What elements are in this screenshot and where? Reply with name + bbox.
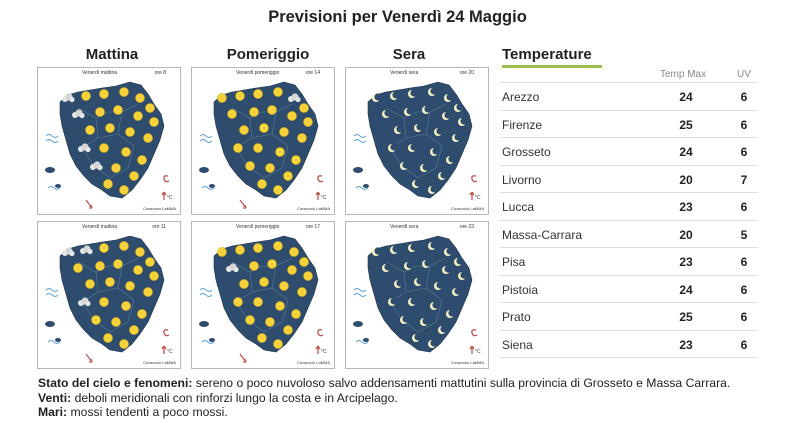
temp-max-value: 20: [679, 172, 693, 187]
sun-icon: [135, 93, 144, 102]
sun-icon: [273, 185, 282, 194]
sun-icon: [257, 179, 266, 188]
sun-icon: [279, 281, 288, 290]
sun-icon: [73, 263, 82, 272]
sun-icon: [105, 123, 114, 132]
sun-icon: [291, 309, 300, 318]
sun-icon: [283, 325, 292, 334]
sun-icon: [233, 143, 242, 152]
forecast-map-4: [37, 221, 181, 369]
temp-max-value: 23: [679, 200, 693, 214]
uv-value: 6: [740, 90, 748, 104]
sun-icon: [149, 117, 158, 126]
column-header-mattina: Mattina: [85, 46, 139, 63]
temperature-row: [500, 247, 758, 275]
sky-conditions-text: sereno o poco nuvoloso salvo addensamenti mattutini sulla provincia di Grosseto e Massa Carrara.: [195, 376, 731, 390]
uv-value: 6: [740, 145, 748, 159]
sun-icon: [113, 105, 122, 114]
sun-icon: [303, 117, 312, 126]
island-shape: [45, 167, 55, 173]
city-name: Livorno: [502, 172, 542, 187]
city-name: Pisa: [502, 255, 526, 269]
temp-max-value: 24: [679, 145, 693, 159]
sun-icon: [297, 133, 306, 142]
celsius-symbol: °C: [475, 195, 481, 201]
sun-icon: [279, 127, 288, 136]
sun-icon: [81, 91, 90, 100]
sun-icon: [91, 315, 100, 324]
sun-icon: [299, 103, 308, 112]
sun-icon: [273, 339, 282, 348]
map-period-label: Venerdì pomeriggio: [236, 70, 280, 76]
winds-line: [38, 391, 778, 406]
sun-icon: [105, 277, 114, 286]
map-hour-label: ore 23: [459, 224, 474, 230]
sun-icon: [245, 315, 254, 324]
sun-icon: [99, 89, 108, 98]
sun-icon: [289, 247, 298, 256]
map-credit: Consorzio LaMMA: [297, 206, 330, 211]
sun-icon: [121, 301, 130, 310]
sun-icon: [103, 333, 112, 342]
map-period-label: Venerdì pomeriggio: [236, 224, 280, 230]
temperature-row: [500, 110, 758, 138]
sun-icon: [103, 179, 112, 188]
sun-icon: [217, 93, 226, 102]
forecast-map-3: [345, 67, 489, 215]
sun-icon: [125, 281, 134, 290]
temperature-table-header: [500, 66, 758, 82]
map-credit: Consorzio LaMMA: [143, 206, 176, 211]
celsius-symbol: °C: [475, 349, 481, 355]
sun-icon: [99, 297, 108, 306]
map-period-label: Venerdì sera: [390, 70, 419, 76]
sun-icon: [287, 265, 296, 274]
celsius-symbol: °C: [167, 195, 173, 201]
sun-icon: [227, 109, 236, 118]
sun-icon: [137, 309, 146, 318]
sun-icon: [145, 257, 154, 266]
celsius-symbol: °C: [321, 195, 327, 201]
island-shape: [55, 338, 61, 342]
temperature-title: Temperature: [502, 46, 592, 63]
sun-icon: [253, 143, 262, 152]
island-shape: [209, 184, 215, 188]
sun-icon: [253, 89, 262, 98]
sun-icon: [249, 261, 258, 270]
sun-icon: [257, 333, 266, 342]
sun-icon: [273, 87, 282, 96]
sun-icon: [119, 87, 128, 96]
island-shape: [363, 338, 369, 342]
temperature-row: [500, 137, 758, 165]
sun-icon: [95, 261, 104, 270]
uv-value: 5: [740, 227, 748, 242]
city-name: Grosseto: [502, 145, 551, 159]
sun-icon: [283, 171, 292, 180]
page-title: Previsioni per Venerdì 24 Maggio: [268, 8, 527, 26]
sun-icon: [129, 325, 138, 334]
temperature-table: [500, 66, 758, 358]
sun-icon: [253, 243, 262, 252]
island-shape: [353, 321, 363, 327]
island-shape: [363, 184, 369, 188]
city-name: Arezzo: [502, 90, 540, 104]
sun-icon: [85, 125, 94, 134]
temp-max-value: 24: [679, 90, 693, 104]
sun-icon: [275, 301, 284, 310]
temperature-row: [500, 165, 758, 193]
sun-icon: [291, 155, 300, 164]
sun-icon: [239, 279, 248, 288]
city-name: Siena: [502, 337, 533, 352]
island-shape: [353, 167, 363, 173]
sun-icon: [99, 243, 108, 252]
map-hour-label: ore 11: [152, 224, 166, 230]
sun-icon: [303, 271, 312, 280]
sun-icon: [143, 133, 152, 142]
seas-text: mossi tendenti a poco mossi.: [70, 405, 228, 419]
map-hour-label: ore 20: [459, 70, 474, 76]
temperature-row: [500, 82, 758, 110]
sun-icon: [239, 125, 248, 134]
column-header-sera: Sera: [392, 46, 426, 63]
sun-icon: [267, 259, 276, 268]
column-header-temp-max: Temp Max: [660, 69, 707, 80]
column-header-uv: UV: [737, 69, 751, 80]
island-shape: [199, 321, 209, 327]
sun-icon: [245, 161, 254, 170]
forecast-map-2: [191, 67, 335, 215]
sun-icon: [249, 107, 258, 116]
map-hour-label: ore 8: [154, 70, 166, 76]
celsius-symbol: °C: [321, 349, 327, 355]
sun-icon: [119, 185, 128, 194]
sun-icon: [137, 155, 146, 164]
sky-conditions-label: Stato del cielo e fenomeni:: [38, 376, 193, 390]
sun-icon: [99, 143, 108, 152]
sun-icon: [299, 257, 308, 266]
sun-icon: [121, 147, 130, 156]
temp-max-value: 24: [679, 282, 693, 297]
sun-icon: [119, 339, 128, 348]
uv-value: 7: [740, 172, 748, 187]
sun-icon: [259, 123, 268, 132]
sun-icon: [267, 105, 276, 114]
uv-value: 6: [740, 310, 748, 324]
sun-icon: [133, 265, 142, 274]
temperature-row: [500, 330, 758, 359]
forecast-map-5: [191, 221, 335, 369]
sun-icon: [125, 127, 134, 136]
sky-conditions-line: [38, 376, 778, 391]
map-credit: Consorzio LaMMA: [451, 360, 484, 365]
temp-max-value: 23: [679, 337, 693, 352]
sun-icon: [145, 103, 154, 112]
sun-icon: [111, 317, 120, 326]
temp-max-value: 23: [679, 255, 693, 269]
island-shape: [199, 167, 209, 173]
sun-icon: [287, 111, 296, 120]
uv-value: 6: [740, 117, 748, 132]
island-shape: [45, 321, 55, 327]
sun-icon: [149, 271, 158, 280]
map-period-label: Venerdì mattina: [82, 70, 118, 76]
sun-icon: [111, 163, 120, 172]
city-name: Massa-Carrara: [502, 227, 583, 242]
sun-icon: [217, 247, 226, 256]
seas-label: Mari:: [38, 405, 68, 419]
island-shape: [55, 184, 61, 188]
island-shape: [209, 338, 215, 342]
uv-value: 6: [740, 337, 748, 352]
sun-icon: [233, 297, 242, 306]
temperature-row: [500, 220, 758, 248]
temperature-row: [500, 192, 758, 220]
uv-value: 6: [740, 255, 748, 269]
sun-icon: [135, 247, 144, 256]
sun-icon: [235, 245, 244, 254]
sun-icon: [253, 297, 262, 306]
temp-max-value: 25: [679, 117, 693, 132]
forecast-map-6: [345, 221, 489, 369]
sun-icon: [265, 317, 274, 326]
sun-icon: [133, 111, 142, 120]
map-credit: Consorzio LaMMA: [451, 206, 484, 211]
map-hour-label: ore 17: [305, 224, 320, 230]
uv-value: 6: [740, 200, 748, 214]
sun-icon: [119, 241, 128, 250]
winds-label: Venti:: [38, 390, 72, 405]
temp-max-value: 25: [679, 310, 693, 324]
sun-icon: [273, 241, 282, 250]
map-period-label: Venerdì sera: [390, 224, 419, 230]
map-hour-label: ore 14: [305, 70, 320, 76]
temperature-row: [500, 275, 758, 303]
sun-icon: [265, 163, 274, 172]
seas-line: [38, 405, 778, 420]
sun-icon: [143, 287, 152, 296]
sun-icon: [259, 277, 268, 286]
winds-text: deboli meridionali con rinforzi lungo la costa e in Arcipelago.: [74, 390, 398, 405]
city-name: Prato: [502, 310, 531, 324]
forecast-map-1: [37, 67, 181, 215]
map-period-label: Venerdì mattina: [82, 224, 118, 230]
city-name: Pistoia: [502, 282, 539, 297]
forecast-description: [38, 376, 778, 420]
sun-icon: [275, 147, 284, 156]
temperature-row: [500, 302, 758, 330]
sun-icon: [95, 107, 104, 116]
sun-icon: [113, 259, 122, 268]
sun-icon: [297, 287, 306, 296]
map-credit: Consorzio LaMMA: [297, 360, 330, 365]
city-name: Firenze: [502, 117, 543, 132]
sun-icon: [235, 91, 244, 100]
temp-max-value: 20: [679, 227, 693, 242]
column-header-pomeriggio: Pomeriggio: [226, 46, 310, 63]
map-credit: Consorzio LaMMA: [143, 360, 176, 365]
uv-value: 6: [740, 282, 748, 297]
sun-icon: [129, 171, 138, 180]
sun-icon: [85, 279, 94, 288]
celsius-symbol: °C: [167, 349, 173, 355]
city-name: Lucca: [502, 200, 535, 214]
